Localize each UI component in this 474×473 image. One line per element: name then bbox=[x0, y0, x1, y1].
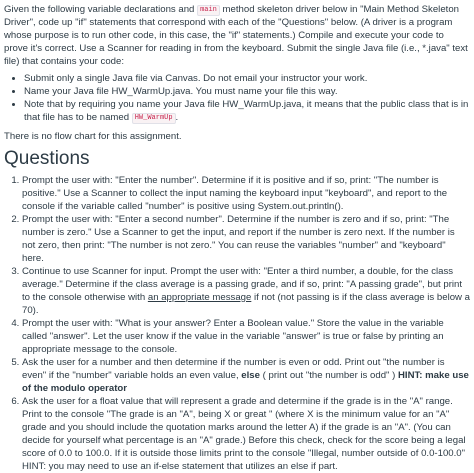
questions-heading: Questions bbox=[4, 148, 90, 169]
else-keyword: else bbox=[241, 370, 260, 381]
modulo-hint: HINT: make use of the modulo operator bbox=[22, 370, 469, 394]
requirement-item bbox=[24, 72, 470, 85]
requirement-text: Note that by requiring you name your Java file HW_WarmUp.java, it means that the public class that is in that file has to be named bbox=[24, 99, 469, 123]
requirement-text: Name your Java file HW_WarmUp.java. You must name your file this way. bbox=[24, 86, 338, 97]
requirement-item bbox=[24, 85, 470, 98]
question-item bbox=[22, 356, 470, 395]
question-item bbox=[22, 265, 470, 317]
appropriate-message-link[interactable]: an appropriate message bbox=[147, 292, 252, 303]
code-main: main bbox=[197, 5, 220, 16]
question-text: Prompt the user with: "What is your answer? Enter a Boolean value." Store the value in the variable called "answer". Let the user know if the value in the variable "answer" is true or false by printing an appropriate message to the console. bbox=[22, 318, 444, 355]
question-item bbox=[22, 317, 470, 356]
requirement-text: Submit only a single Java file via Canvas. Do not email your instructor your work. bbox=[24, 73, 368, 84]
questions-list bbox=[4, 174, 470, 473]
question-text-end: if not (not passing is if the class average is below a 70). bbox=[22, 292, 470, 316]
question-text: Ask the user for a float value that will represent a grade and determine if the grade is in the "A" range. Print to the console "The grade is an "A", being X or great " (where X is the minimum value for an "A" grade and you should include the quotation marks around the letter A) if the grade is an "A". (You can decide for yourself what percentage is an "A" grade.) Before this check, check for the score being a legal score of 0.0 to 100.0. If it is outside those limits print to the console "Illegal, number outside of 0.0-100.0" HINT: you may need to use an if-else statement that utilizes an else if part. bbox=[22, 396, 466, 472]
code-class-name: HW_WarmUp bbox=[132, 113, 176, 124]
question-text-middle: ( print out "the number is odd" ) bbox=[259, 370, 398, 381]
question-text: Continue to use Scanner for input. Prompt the user with: "Enter a third number, a double, for the class average." Determine if the class average is a passing grade, and if so, print: "A passing grade", but print to the console otherwise with bbox=[22, 266, 463, 303]
question-text: Ask the user for a number and then determine if the number is even or odd. Print out "the number is even" if the "number" variable holds an even value, bbox=[22, 357, 445, 381]
question-text: Prompt the user with: "Enter a second number". Determine if the number is zero and if so, print: "The number is zero." Use a Scanner to get the input, and report if the number is zero next. If the number is not zero, then print: "The number is not zero." You can reuse the variables "number" and "keyboard" here. bbox=[22, 214, 455, 264]
requirement-item bbox=[24, 98, 470, 124]
requirement-text-end: . bbox=[175, 112, 179, 123]
question-item bbox=[22, 213, 470, 265]
intro-paragraph bbox=[4, 3, 470, 68]
question-item bbox=[22, 395, 470, 473]
question-item bbox=[22, 174, 470, 213]
no-flow-chart-note: There is no flow chart for this assignment. bbox=[4, 131, 182, 142]
intro-text-part2: method skeleton driver below in "Main Method Skeleton Driver", code up "if" statements that correspond with each of the "Questions" below. (A driver is a program whose purpose is to run other code, in this case, the "if" statements.) Compile and execute your code to prove it's correct. Use a Scanner for reading in from the keyboard. Submit the single Java file (i.e., *.java" text file) that contains your code: bbox=[4, 4, 468, 67]
question-text: Prompt the user with: "Enter the number". Determine if it is positive and if so, print: "The number is positive." Use a Scanner to collect the input naming the keyboard input "keyboard", and report to the console if the variable called "number" is positive using System.out.println(). bbox=[22, 175, 448, 212]
intro-text-part1: Given the following variable declarations and bbox=[4, 4, 198, 15]
requirements-list bbox=[4, 72, 470, 124]
